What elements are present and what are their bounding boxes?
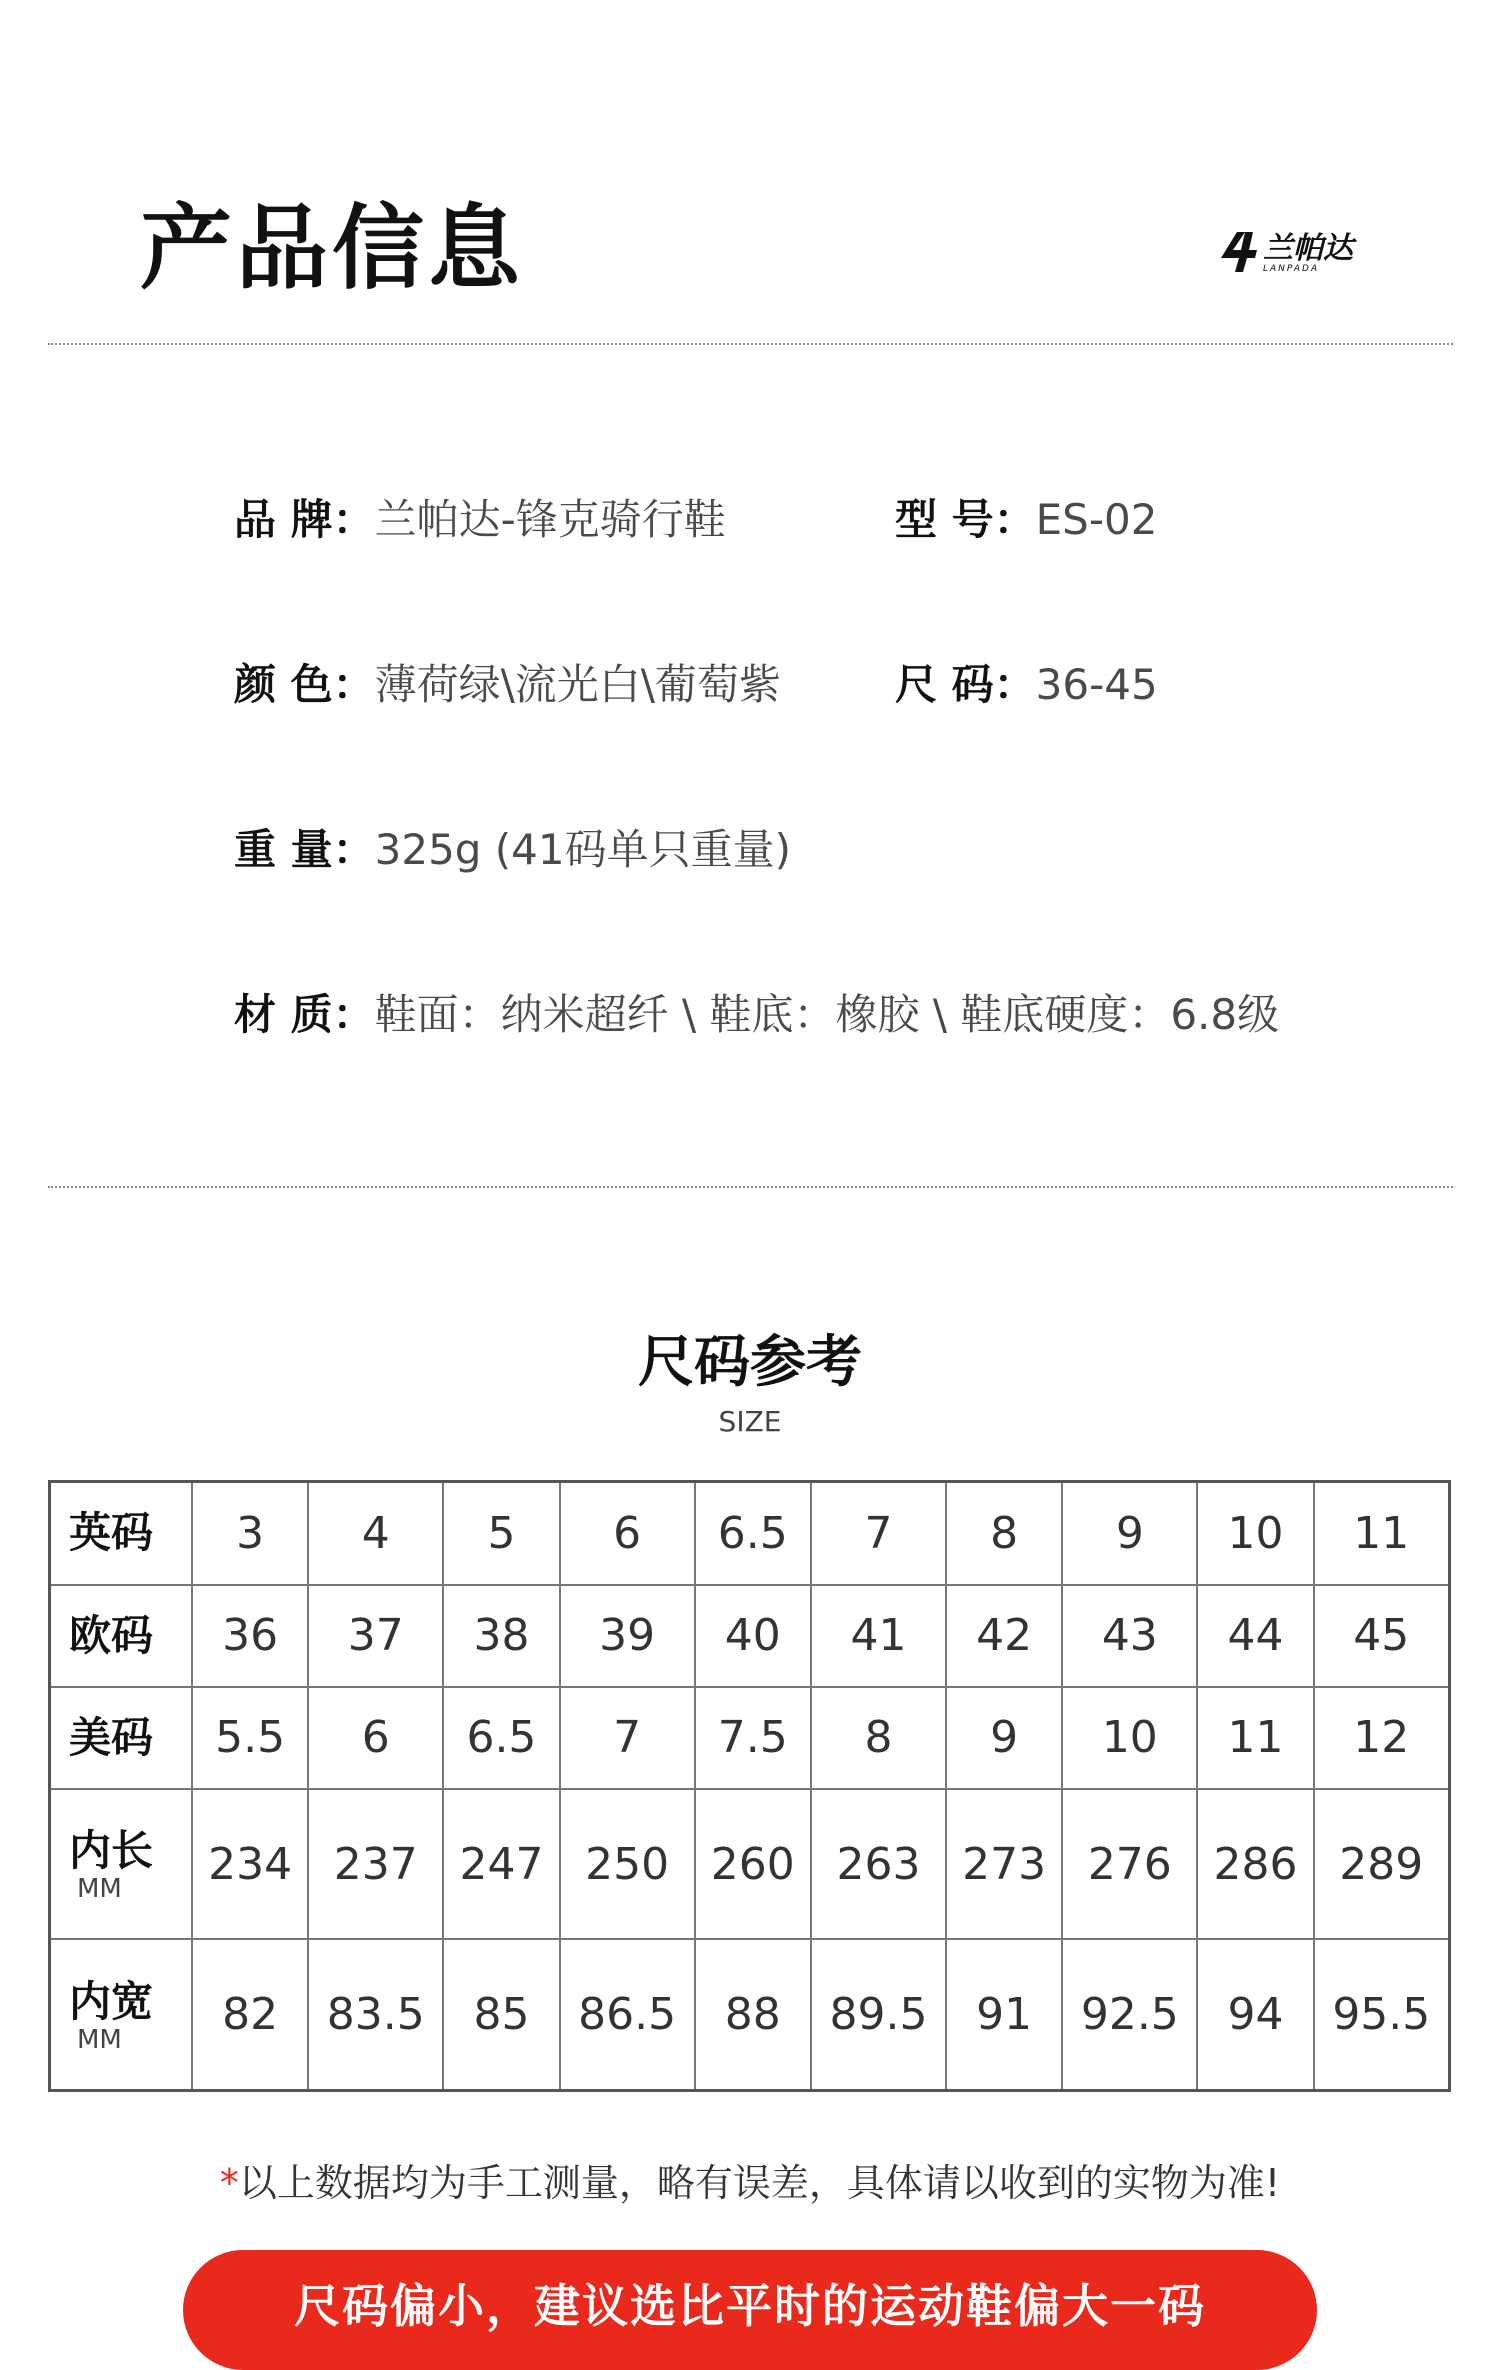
table-row <box>50 1585 1450 1687</box>
table-cell: 276 <box>1062 1789 1197 1939</box>
color-label: 颜 色： <box>234 660 375 709</box>
table-cell: 4 <box>308 1482 443 1585</box>
table-cell: 40 <box>695 1585 811 1687</box>
table-cell: 250 <box>560 1789 695 1939</box>
size-chart-subtitle: SIZE <box>718 1405 782 1438</box>
row-header <box>50 1789 193 1939</box>
table-cell: 8 <box>946 1482 1062 1585</box>
model-row <box>895 490 1157 550</box>
table-cell: 247 <box>443 1789 559 1939</box>
table-cell: 9 <box>1062 1482 1197 1585</box>
size-advice-banner <box>183 2250 1317 2370</box>
row-header-label: 内宽 <box>69 1976 154 2026</box>
logo-mark-icon <box>1215 230 1259 274</box>
color-value: 薄荷绿\流光白\葡萄紫 <box>374 660 781 709</box>
table-row <box>50 1789 1450 1939</box>
table-cell: 234 <box>192 1789 308 1939</box>
table-cell: 6 <box>308 1687 443 1789</box>
model-label: 型 号： <box>895 495 1036 544</box>
table-cell: 43 <box>1062 1585 1197 1687</box>
table-cell: 85 <box>443 1939 559 2090</box>
table-cell: 10 <box>1197 1482 1313 1585</box>
table-cell: 38 <box>443 1585 559 1687</box>
size-range-row <box>895 655 1158 715</box>
material-row <box>234 985 1279 1045</box>
table-cell: 273 <box>946 1789 1062 1939</box>
table-cell: 7.5 <box>695 1687 811 1789</box>
row-header-label: 欧码 <box>69 1610 154 1660</box>
size-value: 36-45 <box>1035 660 1158 709</box>
table-cell: 8 <box>811 1687 946 1789</box>
table-cell: 6.5 <box>695 1482 811 1585</box>
table-cell: 86.5 <box>560 1939 695 2090</box>
table-cell: 9 <box>946 1687 1062 1789</box>
row-header <box>50 1482 193 1585</box>
table-cell: 41 <box>811 1585 946 1687</box>
size-chart-title: 尺码参考 <box>638 1330 862 1395</box>
size-label: 尺 码： <box>895 660 1036 709</box>
table-cell: 7 <box>811 1482 946 1585</box>
brand-label: 品 牌： <box>234 495 375 544</box>
model-value: ES-02 <box>1035 495 1158 544</box>
table-cell: 5 <box>443 1482 559 1585</box>
measurement-note <box>0 2152 1500 2207</box>
row-header <box>50 1585 193 1687</box>
row-header <box>50 1939 193 2090</box>
table-cell: 45 <box>1314 1585 1450 1687</box>
table-cell: 7 <box>560 1687 695 1789</box>
page-title: 产品信息 <box>140 195 525 302</box>
top-divider <box>48 343 1453 345</box>
table-cell: 36 <box>192 1585 308 1687</box>
brand-value: 兰帕达-锋克骑行鞋 <box>374 495 726 544</box>
table-cell: 289 <box>1314 1789 1450 1939</box>
row-header-label: 内长 <box>69 1826 154 1876</box>
table-cell: 88 <box>695 1939 811 2090</box>
table-cell: 237 <box>308 1789 443 1939</box>
table-cell: 83.5 <box>308 1939 443 2090</box>
size-table <box>48 1480 1451 2092</box>
table-cell: 94 <box>1197 1939 1313 2090</box>
table-cell: 44 <box>1197 1585 1313 1687</box>
table-cell: 6 <box>560 1482 695 1585</box>
table-cell: 12 <box>1314 1687 1450 1789</box>
weight-label: 重 量： <box>234 825 375 874</box>
table-cell: 37 <box>308 1585 443 1687</box>
table-cell: 91 <box>946 1939 1062 2090</box>
logo-subtext: LANPADA <box>1263 264 1320 274</box>
brand-row <box>234 490 726 550</box>
banner-text: 尺码偏小，建议选比平时的运动鞋偏大一码 <box>294 2279 1206 2333</box>
table-cell: 286 <box>1197 1789 1313 1939</box>
table-row <box>50 1687 1450 1789</box>
weight-value: 325g (41码单只重量) <box>374 825 792 874</box>
table-cell: 42 <box>946 1585 1062 1687</box>
table-cell: 92.5 <box>1062 1939 1197 2090</box>
note-text: 以上数据均为手工测量，略有误差，具体请以收到的实物为准! <box>238 2161 1281 2205</box>
row-header-unit: MM <box>77 1874 122 1905</box>
weight-row <box>234 820 791 880</box>
color-row <box>234 655 781 715</box>
table-cell: 10 <box>1062 1687 1197 1789</box>
table-cell: 5.5 <box>192 1687 308 1789</box>
material-label: 材 质： <box>234 990 375 1039</box>
middle-divider <box>48 1186 1453 1188</box>
row-header-unit: MM <box>77 2024 122 2055</box>
logo-text: 兰帕达 <box>1263 231 1353 266</box>
table-cell: 11 <box>1197 1687 1313 1789</box>
table-cell: 39 <box>560 1585 695 1687</box>
brand-logo <box>1215 230 1353 274</box>
table-cell: 95.5 <box>1314 1939 1450 2090</box>
table-cell: 263 <box>811 1789 946 1939</box>
table-cell: 82 <box>192 1939 308 2090</box>
table-cell: 6.5 <box>443 1687 559 1789</box>
table-row <box>50 1939 1450 2090</box>
table-cell: 11 <box>1314 1482 1450 1585</box>
table-row <box>50 1482 1450 1585</box>
note-asterisk: * <box>219 2161 239 2205</box>
material-value: 鞋面：纳米超纤 \ 鞋底：橡胶 \ 鞋底硬度：6.8级 <box>374 990 1280 1039</box>
table-cell: 3 <box>192 1482 308 1585</box>
row-header-label: 美码 <box>69 1712 154 1762</box>
row-header <box>50 1687 193 1789</box>
table-cell: 89.5 <box>811 1939 946 2090</box>
table-cell: 260 <box>695 1789 811 1939</box>
row-header-label: 英码 <box>69 1508 154 1558</box>
